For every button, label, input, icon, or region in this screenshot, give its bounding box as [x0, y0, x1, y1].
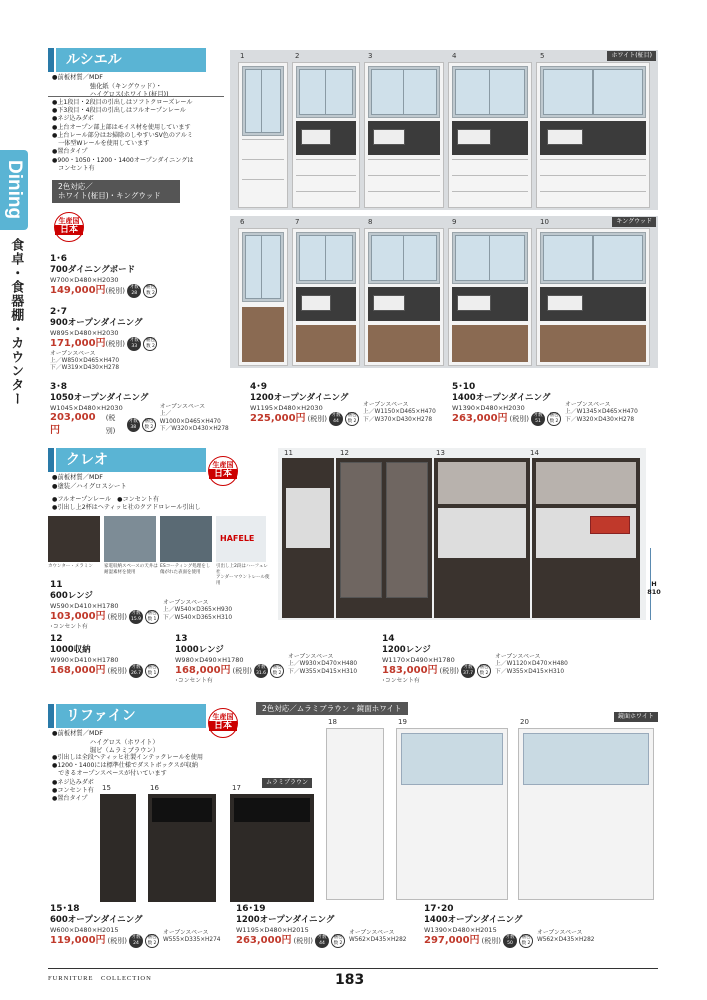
cabinet-16 — [148, 794, 216, 902]
spec-block: ●前板材質／MDF ●塗装／ハイグロスシート — [52, 474, 127, 490]
cabinet-18 — [326, 728, 384, 900]
made-in-japan-badge: 生産国 日本 — [54, 212, 84, 242]
product-photo-kingwood: キングウッド 6 7 8 9 10 — [230, 216, 658, 368]
product-13: 13 1000レンジ W980×D490×H1780 168,000円 (税別) 才数 31.6 梱包数 2 オープンスペース 上／W930×D470×H480 下／W355×D415×H310 ･コンセント有 — [175, 634, 358, 684]
product-12: 12 1000収納 W990×D410×H1780 168,000円 (税別) 才数 26.7 梱包数 1 — [50, 634, 170, 678]
detail-photo-rail — [216, 516, 266, 562]
color-tag: 鏡面ホワイト — [614, 712, 658, 722]
color-options: 2色対応／ムラミブラウン・鏡面ホワイト — [256, 702, 408, 715]
spec-block: ●前板材質／MDF ハイグロス（ホワイト） 堀ビ（ムラミブラウン） — [52, 730, 160, 754]
category-label: 食卓・食器棚・カウンター — [8, 238, 24, 406]
product-5-10: 5･10 1400オープンダイニング W1390×D480×H2030 263,000円 (税別) 才数 51 梱包数 2 オープンスペース 上／W1345×D465×H470 下／W320×D430×H278 — [452, 382, 638, 424]
detail-photo-ceiling — [104, 516, 156, 562]
caption: ESコーティング処理をし 傷がれた表面を使用 — [160, 564, 211, 575]
spec-block: ●前板材質／MDF 強化紙（キングウッド）・ ハイグロス(ホワイト(柾目)) — [52, 74, 169, 98]
detail-photo-coating — [160, 516, 212, 562]
caption: 家電収納スペースの天井は 耐湿素材を使用 — [104, 564, 158, 575]
height-label: H 810 — [647, 580, 661, 597]
category-tab[interactable]: Dining — [0, 150, 28, 230]
product-16-19: 16･19 1200オープンダイニング W1195×D480×H2015 263,000円 (税別) 才数 44 梱包数 2 オープンスペース W562×D435×H282 — [236, 904, 407, 946]
feature-list: ●引出しは全段ヘティッヒ社製インテックレールを使用 ●1200・1400には標準仕様でダストボックスが収納 できるオープンスペースが付いています ●ネジ込みダボ ●コンセント有 ●置台タイプ — [52, 754, 203, 803]
page-number: 183 — [335, 972, 365, 988]
series-header-cleo: クレオ — [48, 448, 206, 472]
product-1-6: 1･6 700ダイニングボード W700×D480×H2030 149,000円(税別) 才数 28 梱包数 2 — [50, 254, 220, 298]
hafele-logo: HAFELE — [220, 534, 255, 543]
caption: カウンター・メラミン — [48, 564, 93, 569]
product-2-7: 2･7 900オープンダイニング W895×D480×H2030 171,000円(税別) 才数 33 梱包数 2 オープンスペース 上／W850×D465×H470 下／W319×D430×H278 — [50, 307, 225, 373]
series-header-lucielle: ルシエル — [48, 48, 206, 72]
cabinet-20 — [518, 728, 654, 900]
detail-photo-counter — [48, 516, 100, 562]
series-header-refine: リファイン — [48, 704, 206, 728]
product-17-20: 17･20 1400オープンダイニング W1390×D480×H2015 297,000円 (税別) 才数 50 梱包数 2 オープンスペース W562×D435×H282 — [424, 904, 595, 946]
product-photo-white: ホワイト(柾目) 1 2 3 4 5 — [230, 50, 658, 210]
footer-rule — [48, 968, 658, 969]
product-4-9: 4･9 1200オープンダイニング W1195×D480×H2030 225,000円 (税別) 才数 44 梱包数 2 オープンスペース 上／W1150×D465×H470 下／W370×D430×H278 — [250, 382, 436, 424]
made-in-japan-badge: 生産国 日本 — [208, 708, 238, 738]
product-3-8: 3･8 1050オープンダイニング W1045×D480×H2030 203,000円 (税別) 才数 38 梱包数 2 オープンスペース 上／W1000×D465×H470 下／W320×D430×H278 — [50, 382, 229, 436]
product-11: 11 600レンジ W590×D410×H1780 103,000円 (税別) 才数 15.9 梱包数 1 オープンスペース 上／W540×D365×H930 下／W540×D365×H310 ･コンセント有 — [50, 580, 233, 630]
feature-list: ●フルオープンレール ●コンセント有 ●引出し上2杯はヘティッヒ社のクアドロレール引出し — [52, 496, 201, 512]
cabinet-19 — [396, 728, 508, 900]
footer-brand: FURNITURE COLLECTION — [48, 975, 152, 982]
product-photo-cleo: 11 12 13 14 — [278, 448, 646, 620]
product-15-18: 15･18 600オープンダイニング W600×D480×H2015 119,000円 (税別) 才数 24 梱包数 2 オープンスペース W555×D335×H274 — [50, 904, 221, 946]
cabinet-15 — [100, 794, 136, 902]
cabinet-17 — [230, 794, 314, 902]
color-options: 2色対応／ ホワイト(柾目)・キングウッド — [52, 180, 180, 203]
color-tag: ムラミブラウン — [262, 778, 312, 788]
product-14: 14 1200レンジ W1170×D490×H1780 183,000円 (税別) 才数 37.7 梱包数 2 オープンスペース 上／W1120×D470×H480 下／W355×D415×H310 ･コンセント有 — [382, 634, 568, 684]
feature-list: ●上1段目・2段目の引出しはソフトクローズレール ●下3段目・4段目の引出しはフルオープンレール ●ネジ込みダボ ●上台オープン部上部はモイス材を使用しています ●上台レール部分はお掃除のしやすいSV色のアルミ 一体型Wレールを使用しています ●置台タイプ ●900・1050・1200・1400オープンダイニングは コンセント有 — [52, 99, 194, 172]
caption: 引出し上2段はハーフェレ社 アンダーマウントレール使用 — [216, 564, 270, 586]
made-in-japan-badge: 生産国 日本 — [208, 456, 238, 486]
